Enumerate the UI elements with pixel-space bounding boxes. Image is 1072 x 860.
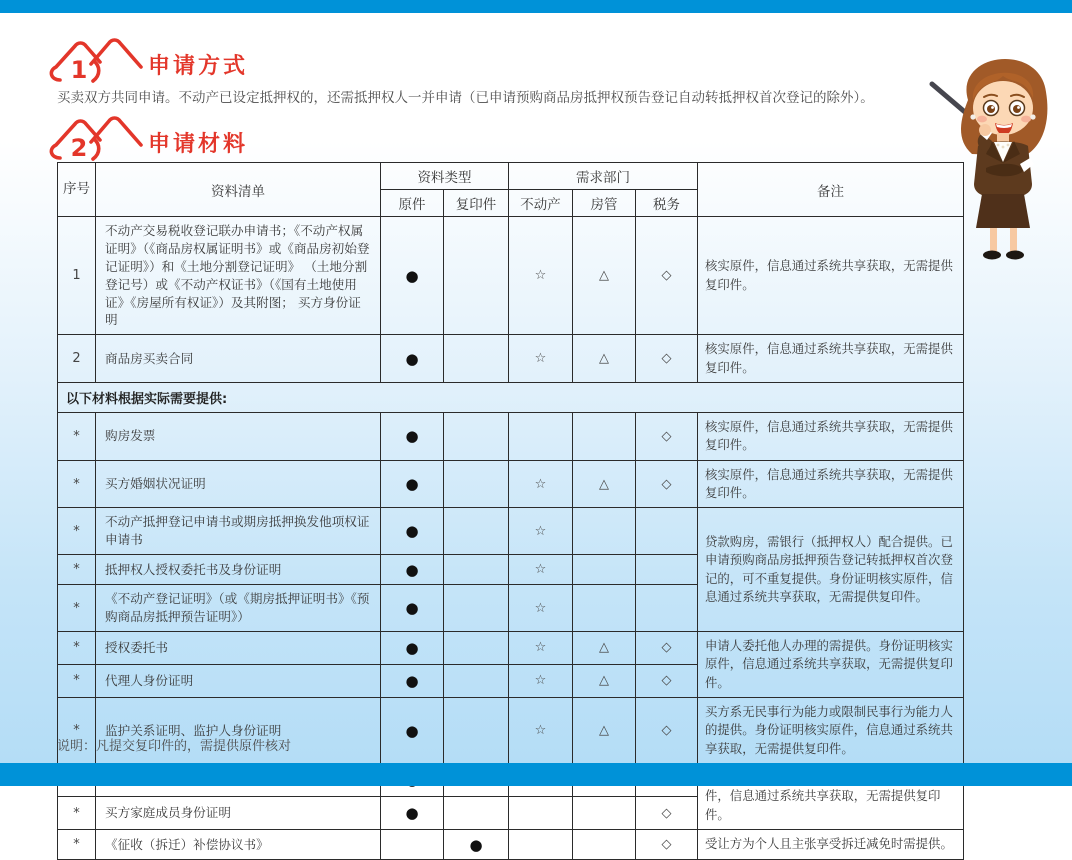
tax-cell-diamond-symbol: ◇ bbox=[636, 412, 698, 460]
header-material-type-group: 资料类型 bbox=[381, 163, 509, 190]
roof-outline-icon bbox=[46, 38, 146, 82]
header-material-list: 资料清单 bbox=[96, 163, 381, 217]
table-row bbox=[58, 335, 964, 383]
realestate-cell-star-symbol: ☆ bbox=[509, 335, 573, 383]
row-material-name: 抵押权人授权委托书及身份证明 bbox=[96, 555, 381, 585]
bottom-blue-bar bbox=[0, 763, 1072, 786]
realestate-cell-star-symbol: ☆ bbox=[509, 697, 573, 763]
original-cell-dot-symbol: ● bbox=[381, 217, 444, 335]
original-cell-dot-symbol: ● bbox=[381, 697, 444, 763]
copy-cell-empty bbox=[444, 460, 509, 508]
housing-cell-triangle-symbol: △ bbox=[573, 460, 636, 508]
section2-title: 申请材料 bbox=[148, 132, 249, 157]
tax-cell-diamond-symbol: ◇ bbox=[636, 631, 698, 664]
tax-cell-diamond-symbol: ◇ bbox=[636, 697, 698, 763]
table-row bbox=[58, 460, 964, 508]
housing-cell-empty bbox=[573, 797, 636, 830]
housing-cell-triangle-symbol: △ bbox=[573, 217, 636, 335]
original-cell-dot-symbol: ● bbox=[381, 508, 444, 555]
divider-row-label: 以下材料根据实际需要提供: bbox=[58, 382, 964, 412]
row-material-name: 商品房买卖合同 bbox=[96, 335, 381, 383]
roof-outline-icon bbox=[46, 116, 146, 160]
top-blue-bar bbox=[0, 0, 1072, 13]
row-seq: * bbox=[58, 664, 96, 697]
original-cell-empty bbox=[381, 830, 444, 860]
row-seq: 2 bbox=[58, 335, 96, 383]
header-department-group: 需求部门 bbox=[509, 163, 698, 190]
realestate-cell-empty bbox=[509, 797, 573, 830]
housing-cell-triangle-symbol: △ bbox=[573, 631, 636, 664]
row-remark: 受让方为个人且主张享受拆迁减免时需提供。 bbox=[698, 830, 964, 860]
realestate-cell-star-symbol: ☆ bbox=[509, 508, 573, 555]
row-seq: * bbox=[58, 797, 96, 830]
copy-cell-empty bbox=[444, 697, 509, 763]
row-material-name: 不动产抵押登记申请书或期房抵押换发他项权证申请书 bbox=[96, 508, 381, 555]
materials-table bbox=[57, 162, 963, 860]
row-seq: * bbox=[58, 697, 96, 763]
row-material-name: 《征收（拆迁）补偿协议书》 bbox=[96, 830, 381, 860]
housing-cell-empty bbox=[573, 412, 636, 460]
table-row bbox=[58, 631, 964, 664]
copy-cell-empty bbox=[444, 797, 509, 830]
row-seq: * bbox=[58, 460, 96, 508]
tax-cell-empty bbox=[636, 508, 698, 555]
row-material-name: 监护关系证明、监护人身份证明 bbox=[96, 697, 381, 763]
realestate-cell-star-symbol: ☆ bbox=[509, 460, 573, 508]
realestate-cell-star-symbol: ☆ bbox=[509, 555, 573, 585]
copy-cell-empty bbox=[444, 555, 509, 585]
row-remark: 核实原件，信息通过系统共享获取，无需提供复印件。 bbox=[698, 460, 964, 508]
row-remark: 件，信息通过系统共享获取，无需提供复印件。 bbox=[698, 764, 964, 830]
row-material-name: 买方婚姻状况证明 bbox=[96, 460, 381, 508]
row-seq: * bbox=[58, 830, 96, 860]
presenter-woman-mascot-illustration bbox=[926, 34, 1066, 266]
section1-number: 1 bbox=[70, 56, 88, 84]
section1-body-text: 买卖双方共同申请。不动产已设定抵押权的，还需抵押权人一并申请（已申请预购商品房抵押权预告登记自动转抵押权首次登记的除外）。 bbox=[57, 90, 874, 106]
row-remark: 申请人委托他人办理的需提供。身份证明核实原件，信息通过系统共享获取，无需提供复印件。 bbox=[698, 631, 964, 697]
original-cell-dot-symbol: ● bbox=[381, 555, 444, 585]
copy-cell-empty bbox=[444, 664, 509, 697]
row-seq: * bbox=[58, 585, 96, 632]
header-seq: 序号 bbox=[58, 163, 96, 217]
housing-cell-triangle-symbol: △ bbox=[573, 335, 636, 383]
tax-cell-diamond-symbol: ◇ bbox=[636, 217, 698, 335]
housing-cell-empty bbox=[573, 555, 636, 585]
copy-cell-empty bbox=[444, 217, 509, 335]
copy-cell-dot-symbol: ● bbox=[444, 830, 509, 860]
header-housing: 房管 bbox=[573, 190, 636, 217]
section2-header bbox=[46, 116, 248, 160]
copy-cell-empty bbox=[444, 412, 509, 460]
header-tax: 税务 bbox=[636, 190, 698, 217]
red-roofs-icon bbox=[46, 38, 146, 82]
row-seq: * bbox=[58, 631, 96, 664]
row-remark: 核实原件，信息通过系统共享获取，无需提供复印件。 bbox=[698, 412, 964, 460]
copy-cell-empty bbox=[444, 335, 509, 383]
row-material-name: 不动产交易税收登记联办申请书；《不动产权属证明》（《商品房权属证明书》或《商品房初始登记证明》）和《土地分割登记证明》 （土地分割登记号）或《不动产权证书》（《国有土地使用证》《房屋所有权证》）及其附图； 买方身份证明 bbox=[96, 217, 381, 335]
row-material-name: 买方家庭成员身份证明 bbox=[96, 797, 381, 830]
red-roofs-icon bbox=[46, 116, 146, 160]
original-cell-dot-symbol: ● bbox=[381, 585, 444, 632]
row-material-name: 授权委托书 bbox=[96, 631, 381, 664]
section1-header bbox=[46, 38, 248, 82]
original-cell-dot-symbol: ● bbox=[381, 664, 444, 697]
row-material-name: 《不动产登记证明》（或《期房抵押证明书》《预购商品房抵押预告证明》） bbox=[96, 585, 381, 632]
housing-cell-empty bbox=[573, 585, 636, 632]
section2-number: 2 bbox=[70, 134, 88, 162]
tax-cell-diamond-symbol: ◇ bbox=[636, 797, 698, 830]
realestate-cell-empty bbox=[509, 830, 573, 860]
table-row bbox=[58, 412, 964, 460]
row-material-name: 购房发票 bbox=[96, 412, 381, 460]
row-remark: 贷款购房，需银行（抵押权人）配合提供。已申请预购商品房抵押预告登记转抵押权首次登记的，可不重复提供。身份证明核实原件，信息通过系统共享获取，无需提供复印件。 bbox=[698, 508, 964, 632]
header-original: 原件 bbox=[381, 190, 444, 217]
original-cell-dot-symbol: ● bbox=[381, 335, 444, 383]
row-material-name: 代理人身份证明 bbox=[96, 664, 381, 697]
row-seq: * bbox=[58, 555, 96, 585]
realestate-cell-star-symbol: ☆ bbox=[509, 585, 573, 632]
row-remark: 核实原件，信息通过系统共享获取，无需提供复印件。 bbox=[698, 335, 964, 383]
housing-cell-triangle-symbol: △ bbox=[573, 697, 636, 763]
row-seq: 1 bbox=[58, 217, 96, 335]
header-realestate: 不动产 bbox=[509, 190, 573, 217]
housing-cell-empty bbox=[573, 508, 636, 555]
table-row bbox=[58, 508, 964, 555]
row-seq: * bbox=[58, 412, 96, 460]
original-cell-dot-symbol: ● bbox=[381, 412, 444, 460]
tax-cell-diamond-symbol: ◇ bbox=[636, 335, 698, 383]
footer-note: 说明：凡提交复印件的，需提供原件核对 bbox=[57, 739, 292, 754]
header-copy: 复印件 bbox=[444, 190, 509, 217]
copy-cell-empty bbox=[444, 585, 509, 632]
row-seq: * bbox=[58, 508, 96, 555]
housing-cell-empty bbox=[573, 830, 636, 860]
realestate-cell-star-symbol: ☆ bbox=[509, 631, 573, 664]
original-cell-dot-symbol: ● bbox=[381, 460, 444, 508]
copy-cell-empty bbox=[444, 508, 509, 555]
table-row bbox=[58, 830, 964, 860]
table-row bbox=[58, 382, 964, 412]
original-cell-dot-symbol: ● bbox=[381, 797, 444, 830]
row-remark: 核实原件，信息通过系统共享获取，无需提供复印件。 bbox=[698, 217, 964, 335]
realestate-cell-empty bbox=[509, 412, 573, 460]
realestate-cell-star-symbol: ☆ bbox=[509, 217, 573, 335]
table-row bbox=[58, 217, 964, 335]
header-remark: 备注 bbox=[698, 163, 964, 217]
section1-title: 申请方式 bbox=[148, 54, 249, 79]
copy-cell-empty bbox=[444, 631, 509, 664]
tax-cell-empty bbox=[636, 555, 698, 585]
tax-cell-empty bbox=[636, 585, 698, 632]
housing-cell-triangle-symbol: △ bbox=[573, 664, 636, 697]
original-cell-dot-symbol: ● bbox=[381, 631, 444, 664]
tax-cell-diamond-symbol: ◇ bbox=[636, 460, 698, 508]
realestate-cell-star-symbol: ☆ bbox=[509, 664, 573, 697]
tax-cell-diamond-symbol: ◇ bbox=[636, 664, 698, 697]
tax-cell-diamond-symbol: ◇ bbox=[636, 830, 698, 860]
row-remark: 买方系无民事行为能力或限制民事行为能力人的提供。身份证明核实原件，信息通过系统共享获取，无需提供复印件。 bbox=[698, 697, 964, 763]
